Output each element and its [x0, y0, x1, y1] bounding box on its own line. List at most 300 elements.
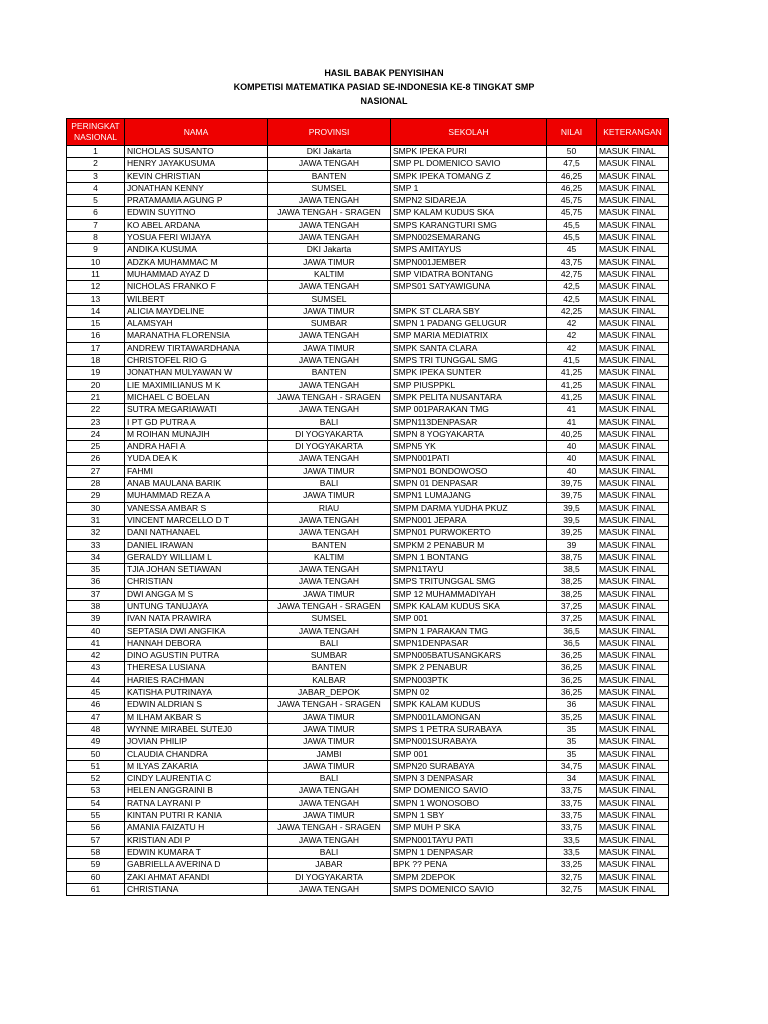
table-row: [67, 527, 669, 539]
rank-cell: 60: [67, 871, 125, 883]
rank-cell: 29: [67, 490, 125, 502]
province-cell: DI YOGYAKARTA: [268, 428, 391, 440]
rank-cell: 24: [67, 428, 125, 440]
score-cell: 36,25: [547, 674, 597, 686]
status-cell: MASUK FINAL: [597, 428, 669, 440]
score-cell: 34,75: [547, 760, 597, 772]
name-cell: NICHOLAS SUSANTO: [125, 146, 268, 158]
status-cell: MASUK FINAL: [597, 797, 669, 809]
table-row: [67, 600, 669, 612]
school-cell: SMPS TRITUNGGAL SMG: [391, 576, 547, 588]
province-cell: JAWA TENGAH - SRAGEN: [268, 600, 391, 612]
school-cell: SMPKM 2 PENABUR M: [391, 539, 547, 551]
status-cell: MASUK FINAL: [597, 330, 669, 342]
province-cell: BANTEN: [268, 662, 391, 674]
rank-cell: 36: [67, 576, 125, 588]
school-cell: SMPS KARANGTURI SMG: [391, 219, 547, 231]
table-row: [67, 871, 669, 883]
rank-cell: 35: [67, 564, 125, 576]
table-row: [67, 810, 669, 822]
col-provinsi: PROVINSI: [268, 119, 391, 146]
table-row: [67, 428, 669, 440]
school-cell: SMPS01 SATYAWIGUNA: [391, 281, 547, 293]
table-row: [67, 846, 669, 858]
table-row: [67, 465, 669, 477]
rank-cell: 9: [67, 244, 125, 256]
school-cell: SMPN 1 BONTANG: [391, 551, 547, 563]
province-cell: JAWA TENGAH: [268, 281, 391, 293]
table-row: [67, 367, 669, 379]
rank-cell: 37: [67, 588, 125, 600]
rank-cell: 19: [67, 367, 125, 379]
status-cell: MASUK FINAL: [597, 182, 669, 194]
school-cell: SMPN 8 YOGYAKARTA: [391, 428, 547, 440]
school-cell: SMPN003PTK: [391, 674, 547, 686]
province-cell: JAWA TENGAH: [268, 379, 391, 391]
province-cell: SUMSEL: [268, 293, 391, 305]
table-row: [67, 674, 669, 686]
table-row: [67, 219, 669, 231]
name-cell: KINTAN PUTRI R KANIA: [125, 810, 268, 822]
score-cell: 41: [547, 416, 597, 428]
rank-cell: 18: [67, 355, 125, 367]
status-cell: MASUK FINAL: [597, 883, 669, 895]
school-cell: SMPK KALAM KUDUS SKA: [391, 600, 547, 612]
province-cell: JAWA TENGAH: [268, 625, 391, 637]
table-body: [67, 146, 669, 896]
school-cell: SMP KALAM KUDUS SKA: [391, 207, 547, 219]
name-cell: M ILYAS ZAKARIA: [125, 760, 268, 772]
name-cell: ANAB MAULANA BARIK: [125, 478, 268, 490]
table-row: [67, 404, 669, 416]
status-cell: MASUK FINAL: [597, 195, 669, 207]
table-row: [67, 711, 669, 723]
province-cell: JABAR: [268, 859, 391, 871]
rank-cell: 40: [67, 625, 125, 637]
score-cell: 38,75: [547, 551, 597, 563]
table-row: [67, 699, 669, 711]
score-cell: 33,75: [547, 810, 597, 822]
table-row: [67, 625, 669, 637]
name-cell: GABRIELLA AVERINA D: [125, 859, 268, 871]
status-cell: MASUK FINAL: [597, 871, 669, 883]
status-cell: MASUK FINAL: [597, 465, 669, 477]
score-cell: 41,25: [547, 391, 597, 403]
name-cell: ANDRA HAFI A: [125, 441, 268, 453]
status-cell: MASUK FINAL: [597, 773, 669, 785]
score-cell: 47,5: [547, 158, 597, 170]
status-cell: MASUK FINAL: [597, 146, 669, 158]
status-cell: MASUK FINAL: [597, 822, 669, 834]
province-cell: JAWA TENGAH - SRAGEN: [268, 391, 391, 403]
school-cell: SMPN 3 DENPASAR: [391, 773, 547, 785]
name-cell: DANIEL IRAWAN: [125, 539, 268, 551]
score-cell: 35,25: [547, 711, 597, 723]
school-cell: SMP 001PARAKAN TMG: [391, 404, 547, 416]
province-cell: DKI Jakarta: [268, 146, 391, 158]
status-cell: MASUK FINAL: [597, 318, 669, 330]
score-cell: 42,5: [547, 293, 597, 305]
rank-cell: 22: [67, 404, 125, 416]
score-cell: 42: [547, 318, 597, 330]
school-cell: SMPN5 YK: [391, 441, 547, 453]
rank-cell: 34: [67, 551, 125, 563]
province-cell: RIAU: [268, 502, 391, 514]
name-cell: ALAMSYAH: [125, 318, 268, 330]
status-cell: MASUK FINAL: [597, 588, 669, 600]
rank-cell: 47: [67, 711, 125, 723]
score-cell: 38,25: [547, 576, 597, 588]
province-cell: JAWA TENGAH: [268, 834, 391, 846]
score-cell: 36,25: [547, 650, 597, 662]
province-cell: BALI: [268, 773, 391, 785]
rank-cell: 45: [67, 687, 125, 699]
rank-cell: 8: [67, 232, 125, 244]
province-cell: KALTIM: [268, 551, 391, 563]
table-row: [67, 502, 669, 514]
table-row: [67, 539, 669, 551]
table-row: [67, 637, 669, 649]
name-cell: JONATHAN KENNY: [125, 182, 268, 194]
rank-cell: 43: [67, 662, 125, 674]
rank-cell: 51: [67, 760, 125, 772]
col-nilai: NILAI: [547, 119, 597, 146]
school-cell: SMP DOMENICO SAVIO: [391, 785, 547, 797]
province-cell: DKI Jakarta: [268, 244, 391, 256]
table-row: [67, 613, 669, 625]
province-cell: JAWA TENGAH - SRAGEN: [268, 699, 391, 711]
name-cell: ZAKI AHMAT AFANDI: [125, 871, 268, 883]
status-cell: MASUK FINAL: [597, 453, 669, 465]
score-cell: 45,5: [547, 232, 597, 244]
name-cell: KATISHA PUTRINAYA: [125, 687, 268, 699]
score-cell: 43,75: [547, 256, 597, 268]
title-line-2: KOMPETISI MATEMATIKA PASIAD SE-INDONESIA KE-8 TINGKAT SMP: [233, 82, 535, 92]
school-cell: SMPN01 BONDOWOSO: [391, 465, 547, 477]
name-cell: YOSUA FERI WIJAYA: [125, 232, 268, 244]
table-row: [67, 416, 669, 428]
province-cell: SUMBAR: [268, 318, 391, 330]
rank-cell: 4: [67, 182, 125, 194]
table-row: [67, 293, 669, 305]
name-cell: DINO AGUSTIN PUTRA: [125, 650, 268, 662]
school-cell: SMPN20 SURABAYA: [391, 760, 547, 772]
province-cell: JAWA TENGAH: [268, 195, 391, 207]
rank-cell: 28: [67, 478, 125, 490]
status-cell: MASUK FINAL: [597, 391, 669, 403]
status-cell: MASUK FINAL: [597, 859, 669, 871]
school-cell: SMP 001: [391, 613, 547, 625]
name-cell: DANI NATHANAEL: [125, 527, 268, 539]
province-cell: BALI: [268, 637, 391, 649]
rank-cell: 1: [67, 146, 125, 158]
status-cell: MASUK FINAL: [597, 687, 669, 699]
school-cell: SMPN005BATUSANGKARS: [391, 650, 547, 662]
school-cell: SMPN 1 PADANG GELUGUR: [391, 318, 547, 330]
rank-cell: 41: [67, 637, 125, 649]
status-cell: MASUK FINAL: [597, 834, 669, 846]
school-cell: SMPK IPEKA PURI: [391, 146, 547, 158]
name-cell: ADZKA MUHAMMAC M: [125, 256, 268, 268]
name-cell: KO ABEL ARDANA: [125, 219, 268, 231]
name-cell: SEPTASIA DWI ANGFIKA: [125, 625, 268, 637]
status-cell: MASUK FINAL: [597, 244, 669, 256]
table-row: [67, 797, 669, 809]
province-cell: SUMSEL: [268, 613, 391, 625]
status-cell: MASUK FINAL: [597, 379, 669, 391]
table-row: [67, 883, 669, 895]
school-cell: SMPN001PATI: [391, 453, 547, 465]
rank-cell: 55: [67, 810, 125, 822]
rank-cell: 52: [67, 773, 125, 785]
school-cell: SMPN001SURABAYA: [391, 736, 547, 748]
rank-cell: 12: [67, 281, 125, 293]
score-cell: 42: [547, 330, 597, 342]
rank-cell: 17: [67, 342, 125, 354]
name-cell: CHRISTIANA: [125, 883, 268, 895]
name-cell: I PT GD PUTRA A: [125, 416, 268, 428]
name-cell: PRATAMAMIA AGUNG P: [125, 195, 268, 207]
status-cell: MASUK FINAL: [597, 576, 669, 588]
province-cell: JAWA TIMUR: [268, 465, 391, 477]
school-cell: [391, 293, 547, 305]
status-cell: MASUK FINAL: [597, 711, 669, 723]
name-cell: IVAN NATA PRAWIRA: [125, 613, 268, 625]
status-cell: MASUK FINAL: [597, 514, 669, 526]
table-row: [67, 748, 669, 760]
province-cell: JAWA TIMUR: [268, 342, 391, 354]
rank-cell: 42: [67, 650, 125, 662]
name-cell: M ILHAM AKBAR S: [125, 711, 268, 723]
score-cell: 32,75: [547, 883, 597, 895]
score-cell: 34: [547, 773, 597, 785]
school-cell: SMP 001: [391, 748, 547, 760]
status-cell: MASUK FINAL: [597, 367, 669, 379]
status-cell: MASUK FINAL: [597, 355, 669, 367]
name-cell: VANESSA AMBAR S: [125, 502, 268, 514]
rank-cell: 49: [67, 736, 125, 748]
name-cell: ALICIA MAYDELINE: [125, 305, 268, 317]
province-cell: JAWA TENGAH - SRAGEN: [268, 207, 391, 219]
table-row: [67, 268, 669, 280]
province-cell: DI YOGYAKARTA: [268, 441, 391, 453]
name-cell: UNTUNG TANUJAYA: [125, 600, 268, 612]
status-cell: MASUK FINAL: [597, 650, 669, 662]
score-cell: 39,75: [547, 478, 597, 490]
table-row: [67, 244, 669, 256]
rank-cell: 44: [67, 674, 125, 686]
table-row: [67, 687, 669, 699]
score-cell: 35: [547, 748, 597, 760]
rank-cell: 58: [67, 846, 125, 858]
status-cell: MASUK FINAL: [597, 723, 669, 735]
province-cell: BALI: [268, 846, 391, 858]
table-row: [67, 441, 669, 453]
score-cell: 40,25: [547, 428, 597, 440]
status-cell: MASUK FINAL: [597, 785, 669, 797]
province-cell: KALTIM: [268, 268, 391, 280]
table-row: [67, 773, 669, 785]
name-cell: FAHMI: [125, 465, 268, 477]
province-cell: JAWA TENGAH: [268, 219, 391, 231]
status-cell: MASUK FINAL: [597, 600, 669, 612]
rank-cell: 39: [67, 613, 125, 625]
rank-cell: 31: [67, 514, 125, 526]
province-cell: BALI: [268, 416, 391, 428]
province-cell: JAWA TIMUR: [268, 711, 391, 723]
school-cell: SMPK KALAM KUDUS: [391, 699, 547, 711]
rank-cell: 25: [67, 441, 125, 453]
table-header: [67, 119, 669, 146]
name-cell: M ROIHAN MUNAJIH: [125, 428, 268, 440]
rank-cell: 57: [67, 834, 125, 846]
rank-cell: 16: [67, 330, 125, 342]
school-cell: SMPK IPEKA SUNTER: [391, 367, 547, 379]
rank-cell: 20: [67, 379, 125, 391]
score-cell: 36,25: [547, 687, 597, 699]
table-row: [67, 822, 669, 834]
table-row: [67, 342, 669, 354]
province-cell: JAWA TENGAH: [268, 785, 391, 797]
school-cell: SMPN001 JEPARA: [391, 514, 547, 526]
name-cell: JOVIAN PHILIP: [125, 736, 268, 748]
name-cell: LIE MAXIMILIANUS M K: [125, 379, 268, 391]
province-cell: JAWA TENGAH - SRAGEN: [268, 822, 391, 834]
school-cell: SMPN001TAYU PATI: [391, 834, 547, 846]
status-cell: MASUK FINAL: [597, 232, 669, 244]
name-cell: SUTRA MEGARIAWATI: [125, 404, 268, 416]
province-cell: JAWA TIMUR: [268, 760, 391, 772]
school-cell: SMPN113DENPASAR: [391, 416, 547, 428]
score-cell: 40: [547, 465, 597, 477]
school-cell: SMPK SANTA CLARA: [391, 342, 547, 354]
score-cell: 39,5: [547, 502, 597, 514]
province-cell: KALBAR: [268, 674, 391, 686]
name-cell: CINDY LAURENTIA C: [125, 773, 268, 785]
status-cell: MASUK FINAL: [597, 674, 669, 686]
name-cell: HENRY JAYAKUSUMA: [125, 158, 268, 170]
rank-cell: 38: [67, 600, 125, 612]
rank-cell: 23: [67, 416, 125, 428]
score-cell: 33,5: [547, 834, 597, 846]
school-cell: SMP PIUSPPKL: [391, 379, 547, 391]
status-cell: MASUK FINAL: [597, 478, 669, 490]
province-cell: BANTEN: [268, 170, 391, 182]
school-cell: SMPM 2DEPOK: [391, 871, 547, 883]
school-cell: SMPN1 LUMAJANG: [391, 490, 547, 502]
school-cell: SMPM DARMA YUDHA PKUZ: [391, 502, 547, 514]
results-table: [66, 118, 669, 896]
province-cell: JAWA TIMUR: [268, 723, 391, 735]
status-cell: MASUK FINAL: [597, 404, 669, 416]
rank-cell: 6: [67, 207, 125, 219]
school-cell: SMPN 01 DENPASAR: [391, 478, 547, 490]
rank-cell: 30: [67, 502, 125, 514]
col-peringkat: PERINGKAT NASIONAL: [67, 119, 125, 146]
score-cell: 33,75: [547, 785, 597, 797]
table-row: [67, 785, 669, 797]
table-row: [67, 723, 669, 735]
header-row: [67, 119, 669, 146]
rank-cell: 54: [67, 797, 125, 809]
col-sekolah: SEKOLAH: [391, 119, 547, 146]
rank-cell: 10: [67, 256, 125, 268]
table-row: [67, 256, 669, 268]
name-cell: HELEN ANGGRAINI B: [125, 785, 268, 797]
status-cell: MASUK FINAL: [597, 699, 669, 711]
table-row: [67, 490, 669, 502]
rank-cell: 48: [67, 723, 125, 735]
school-cell: SMPK ST CLARA SBY: [391, 305, 547, 317]
table-row: [67, 564, 669, 576]
status-cell: MASUK FINAL: [597, 441, 669, 453]
name-cell: CHRISTIAN: [125, 576, 268, 588]
table-row: [67, 207, 669, 219]
score-cell: 39,25: [547, 527, 597, 539]
score-cell: 33,5: [547, 846, 597, 858]
status-cell: MASUK FINAL: [597, 342, 669, 354]
school-cell: SMPN1DENPASAR: [391, 637, 547, 649]
score-cell: 36,25: [547, 662, 597, 674]
rank-cell: 14: [67, 305, 125, 317]
score-cell: 39,75: [547, 490, 597, 502]
name-cell: MUHAMMAD REZA A: [125, 490, 268, 502]
table-row: [67, 158, 669, 170]
score-cell: 39,5: [547, 514, 597, 526]
status-cell: MASUK FINAL: [597, 748, 669, 760]
rank-cell: 5: [67, 195, 125, 207]
name-cell: KEVIN CHRISTIAN: [125, 170, 268, 182]
table-row: [67, 305, 669, 317]
rank-cell: 7: [67, 219, 125, 231]
rank-cell: 15: [67, 318, 125, 330]
province-cell: JAWA TENGAH: [268, 527, 391, 539]
status-cell: MASUK FINAL: [597, 268, 669, 280]
name-cell: EDWIN SUYITNO: [125, 207, 268, 219]
score-cell: 35: [547, 736, 597, 748]
table-row: [67, 281, 669, 293]
table-row: [67, 195, 669, 207]
province-cell: JAWA TENGAH: [268, 355, 391, 367]
school-cell: BPK ?? PENA: [391, 859, 547, 871]
score-cell: 39: [547, 539, 597, 551]
province-cell: JAWA TIMUR: [268, 810, 391, 822]
score-cell: 41,25: [547, 379, 597, 391]
table-row: [67, 330, 669, 342]
score-cell: 42: [547, 342, 597, 354]
rank-cell: 11: [67, 268, 125, 280]
rank-cell: 33: [67, 539, 125, 551]
score-cell: 33,25: [547, 859, 597, 871]
name-cell: EDWIN ALDRIAN S: [125, 699, 268, 711]
school-cell: SMPS DOMENICO SAVIO: [391, 883, 547, 895]
school-cell: SMPS TRI TUNGGAL SMG: [391, 355, 547, 367]
table-row: [67, 859, 669, 871]
status-cell: MASUK FINAL: [597, 760, 669, 772]
score-cell: 41,5: [547, 355, 597, 367]
table-row: [67, 318, 669, 330]
school-cell: SMPN001JEMBER: [391, 256, 547, 268]
status-cell: MASUK FINAL: [597, 219, 669, 231]
school-cell: SMPN01 PURWOKERTO: [391, 527, 547, 539]
name-cell: ANDREW TIRTAWARDHANA: [125, 342, 268, 354]
rank-cell: 50: [67, 748, 125, 760]
name-cell: GERALDY WILLIAM L: [125, 551, 268, 563]
score-cell: 41: [547, 404, 597, 416]
status-cell: MASUK FINAL: [597, 564, 669, 576]
province-cell: JAWA TENGAH: [268, 576, 391, 588]
name-cell: CLAUDIA CHANDRA: [125, 748, 268, 760]
